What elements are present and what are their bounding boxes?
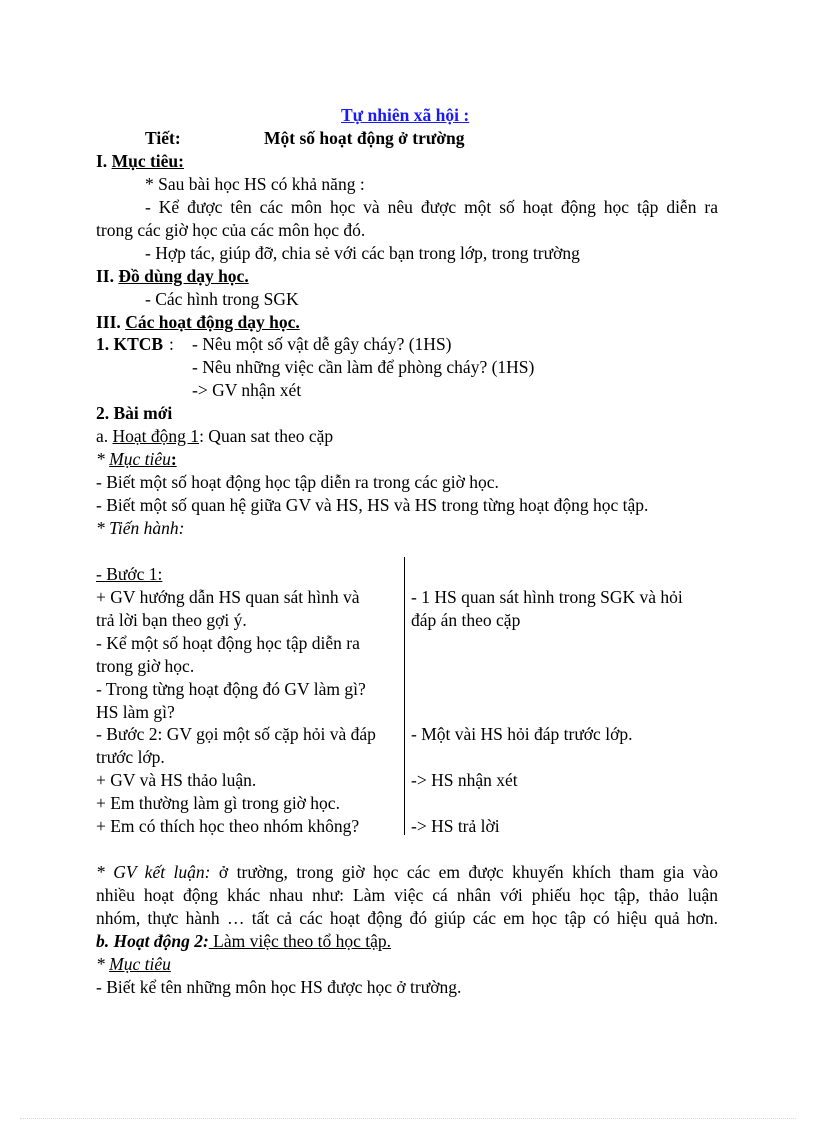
table-right-line: - 1 HS quan sát hình trong SGK và hỏi bbox=[411, 587, 683, 607]
section-1-heading: I. Mục tiêu: bbox=[96, 151, 184, 171]
table-left-line: + Em có thích học theo nhóm không? bbox=[96, 816, 360, 836]
table-right-line: -> HS trả lời bbox=[411, 816, 500, 836]
table-left-line: trả lời bạn theo gợi ý. bbox=[96, 610, 247, 630]
table-left-line: HS làm gì? bbox=[96, 702, 175, 722]
conclusion-line: * GV kết luận: ở trường, trong giờ học các em được khuyến khích tham gia vào bbox=[96, 862, 718, 882]
ktcb-line: -> GV nhận xét bbox=[192, 380, 302, 400]
conclusion-line: nhóm, thực hành … tất cả các hoạt động đó giúp các em học tập có hiệu quả hơn. bbox=[96, 908, 718, 928]
table-right-line: - Một vài HS hỏi đáp trước lớp. bbox=[411, 724, 633, 744]
activity-2-muc-tieu: * Mục tiêu bbox=[96, 954, 171, 974]
activity-2-line: - Biết kể tên những môn học HS được học ở trường. bbox=[96, 977, 462, 997]
table-left-line: - Trong từng hoạt động đó GV làm gì? bbox=[96, 679, 366, 699]
muc-tieu-line: - Biết một số quan hệ giữa GV và HS, HS và HS trong từng hoạt động học tập. bbox=[96, 495, 649, 515]
muc-tieu-label: * Mục tiêu: bbox=[96, 449, 177, 469]
section-1-line: - Hợp tác, giúp đỡ, chia sẻ với các bạn trong lớp, trong trường bbox=[145, 243, 580, 263]
page-bottom-border bbox=[20, 1118, 796, 1119]
activity-1-heading: a. Hoạt động 1: Quan sat theo cặp bbox=[96, 426, 334, 446]
ktcb-label: 1. KTCB bbox=[96, 334, 164, 354]
table-left-line: + GV và HS thảo luận. bbox=[96, 770, 257, 790]
ktcb-colon: : bbox=[169, 334, 174, 354]
tien-hanh-label: * Tiến hành: bbox=[96, 518, 185, 538]
table-left-line: + GV hướng dẫn HS quan sát hình và bbox=[96, 587, 360, 607]
table-left-line: - Kể một số hoạt động học tập diễn ra bbox=[96, 633, 360, 653]
table-left-line: - Bước 2: GV gọi một số cặp hỏi và đáp bbox=[96, 724, 376, 744]
table-left-line: - Bước 1: bbox=[96, 564, 163, 584]
table-left-line: trong giờ học. bbox=[96, 656, 195, 676]
activity-2-heading: b. Hoạt động 2: Làm việc theo tổ học tập. bbox=[96, 931, 392, 951]
section-3-heading: III. Các hoạt động dạy học. bbox=[96, 312, 300, 332]
section-1-line: * Sau bài học HS có khả năng : bbox=[145, 174, 365, 194]
muc-tieu-line: - Biết một số hoạt động học tập diễn ra trong các giờ học. bbox=[96, 472, 499, 492]
conclusion-line: nhiều hoạt động khác nhau như: Làm việc cá nhân với phiếu học tập, thảo luận bbox=[96, 885, 718, 905]
lesson-title: Một số hoạt động ở trường bbox=[264, 128, 465, 148]
section-2-heading: II. Đồ dùng dạy học. bbox=[96, 266, 249, 286]
ktcb-line: - Nêu những việc cần làm để phòng cháy? (1HS) bbox=[192, 357, 535, 377]
section-2-line: - Các hình trong SGK bbox=[145, 289, 299, 309]
bai-moi-heading: 2. Bài mới bbox=[96, 403, 173, 423]
ktcb-line: - Nêu một số vật dễ gây cháy? (1HS) bbox=[192, 334, 452, 354]
table-right-line: đáp án theo cặp bbox=[411, 610, 521, 630]
subject-title: Tự nhiên xã hội : bbox=[341, 105, 470, 125]
table-right-line: -> HS nhận xét bbox=[411, 770, 518, 790]
table-left-line: + Em thường làm gì trong giờ học. bbox=[96, 793, 340, 813]
table-left-line: trước lớp. bbox=[96, 747, 165, 767]
lesson-label: Tiết: bbox=[145, 128, 181, 148]
table-divider bbox=[404, 557, 405, 835]
section-1-line: trong các giờ học của các môn học đó. bbox=[96, 220, 366, 240]
section-1-line: - Kể được tên các môn học và nêu được một số hoạt động học tập diễn ra bbox=[145, 197, 718, 217]
